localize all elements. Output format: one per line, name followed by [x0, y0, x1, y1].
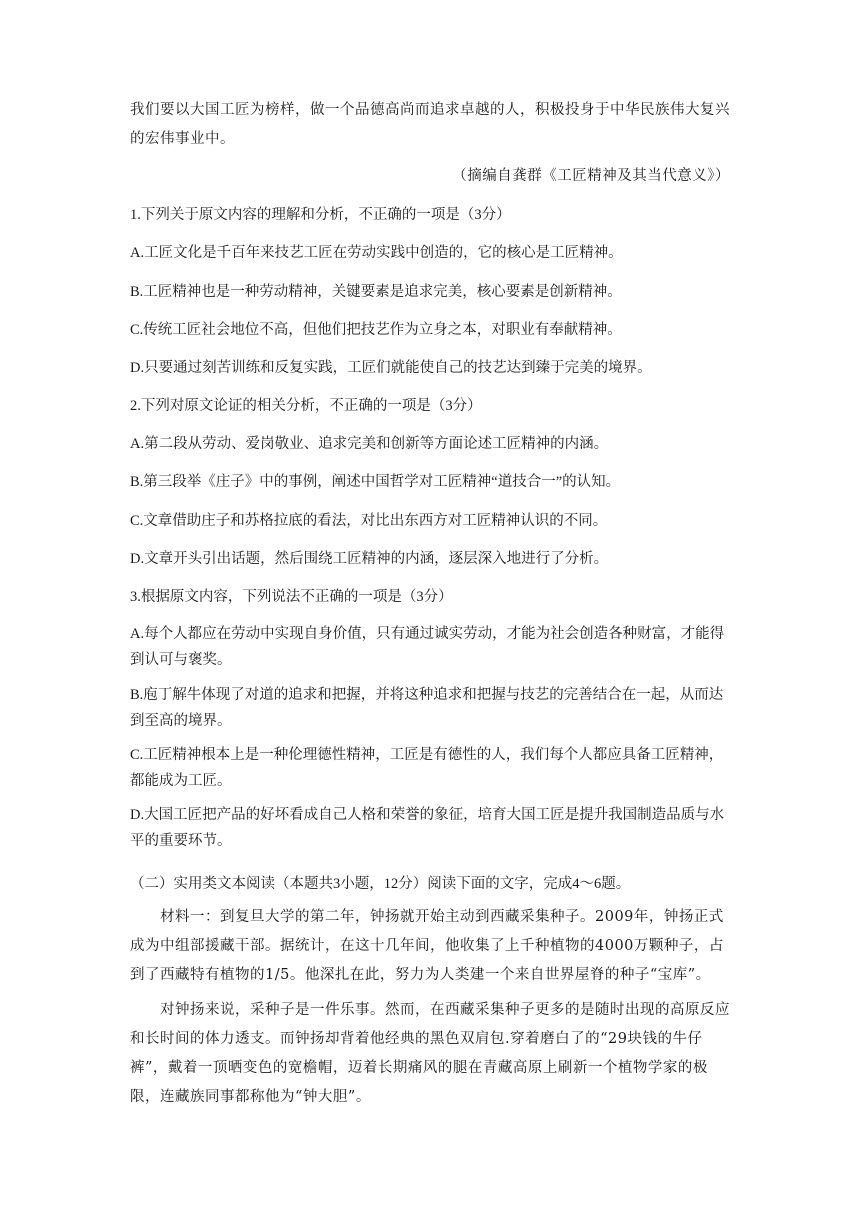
question-1-option-d: D.只要通过刻苦训练和反复实践，工匠们就能使自己的技艺达到臻于完美的境界。 [130, 360, 652, 376]
question-1-option-b: B.工匠精神也是一种劳动精神，关键要素是追求完美，核心要素是创新精神。 [130, 284, 622, 300]
question-2-stem: 2.下列对原文论证的相关分析，不正确的一项是（3分） [130, 398, 482, 414]
question-2-option-a: A.第二段从劳动、爱岗敬业、追求完美和创新等方面论述工匠精神的内涵。 [130, 436, 609, 452]
question-3-option-a: A.每个人都应在劳动中实现自身价值，只有通过诚实劳动，才能为社会创造各种财富，才能得到认可与褒奖。 [130, 626, 725, 668]
question-3-option-b: B.庖丁解牛体现了对道的追求和把握，并将这种追求和把握与技艺的完善结合在一起，从而达到至高的境界。 [130, 687, 724, 729]
question-3-stem: 3.根据原文内容，下列说法不正确的一项是（3分） [130, 589, 453, 605]
material-paragraph-1: 材料一：到复旦大学的第二年，钟扬就开始主动到西藏采集种子。2009年，钟扬正式成为中组部援藏干部。据统计，在这十几年间，他收集了上千种植物的4000万颗种子，占到了西藏特有植物的1/5。他深扎在此，努力为人类建一个来自世界屋脊的种子“宝库”。 [130, 909, 724, 983]
question-1-stem: 1.下列关于原文内容的理解和分析，不正确的一项是（3分） [130, 207, 511, 223]
question-3-option-d: D.大国工匠把产品的好坏看成自己人格和荣誉的象征，培育大国工匠是提升我国制造品质与水平的重要环节。 [130, 807, 725, 849]
question-1-option-c: C.传统工匠社会地位不高，但他们把技艺作为立身之本，对职业有奉献精神。 [130, 322, 622, 338]
question-2-option-c: C.文章借助庄子和苏格拉底的看法，对比出东西方对工匠精神认识的不同。 [130, 513, 608, 529]
question-2-option-d: D.文章开头引出话题，然后围绕工匠精神的内涵，逐层深入地进行了分析。 [130, 551, 609, 567]
question-2-option-b: B.第三段举《庄子》中的事例，阐述中国哲学对工匠精神“道技合一”的认知。 [130, 474, 621, 490]
material-paragraph-2: 对钟扬来说，采种子是一件乐事。然而，在西藏采集种子更多的是随时出现的高原反应和长时间的体力透支。而钟扬却背着他经典的黑色双肩包.穿着磨白了的“29块钱的牛仔裤”，戴着一顶晒变色的宽檐帽，迈着长期痛风的腿在青藏高原上刷新一个植物学家的极限，连藏族同事都称他为“钟大胆”。 [130, 1002, 730, 1105]
question-3-option-c: C.工匠精神根本上是一种伦理德性精神，工匠是有德性的人，我们每个人都应具备工匠精神，都能成为工匠。 [130, 747, 724, 789]
source-citation: （摘编自龚群《工匠精神及其当代意义》） [452, 168, 730, 184]
question-1-option-a: A.工匠文化是千百年来技艺工匠在劳动实践中创造的，它的核心是工匠精神。 [130, 245, 623, 261]
intro-paragraph: 我们要以大国工匠为榜样，做一个品德高尚而追求卓越的人，积极投身于中华民族伟大复兴的宏伟事业中。 [130, 102, 730, 147]
section-heading: （二）实用类文本阅读（本题共3小题，12分）阅读下面的文字，完成4～6题。 [130, 876, 631, 892]
